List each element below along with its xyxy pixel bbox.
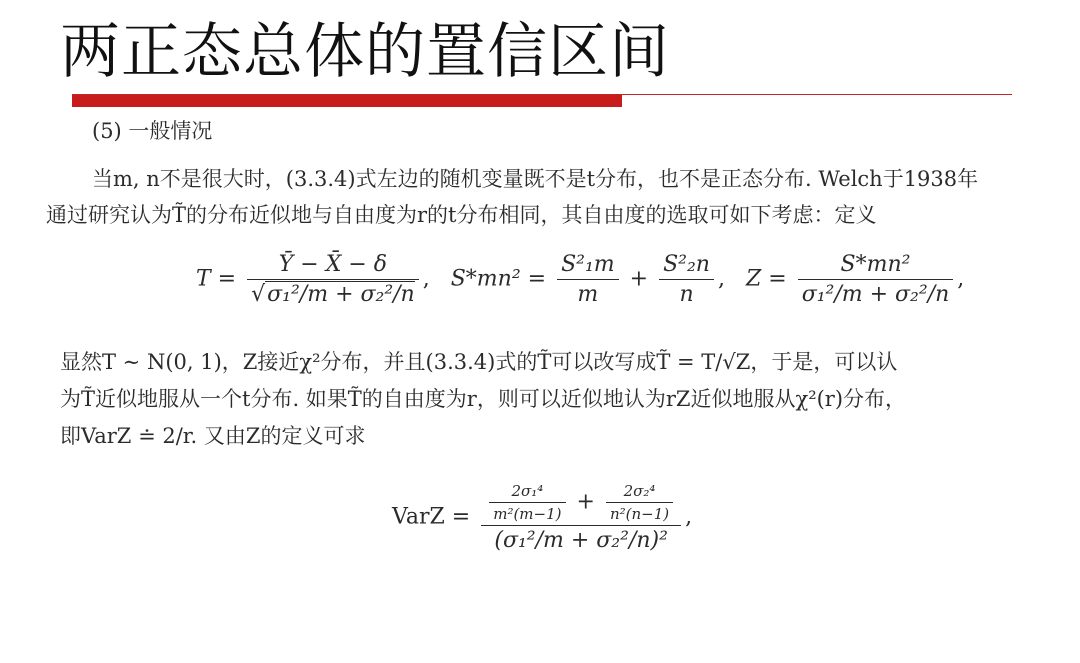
inner1-denominator: m²(m−1): [489, 502, 565, 523]
formula-var-z: VarZ = $\frac{\text{2σ₁⁴}}{\text{m²(m−1)}}$ + $\frac{\text{2σ₂⁴}}{\text{n²(n−1)}}$ (σ₁²/m + σ₂²/n)² ,: [392, 482, 693, 553]
var-z-lhs: VarZ =: [392, 504, 471, 530]
s-fraction-2: [659, 252, 714, 307]
paragraph-1-line-2: 通过研究认为T̃的分布近似地与自由度为r的t分布相同，其自由度的选取可如下考虑：定义: [46, 203, 877, 227]
slide-title: 两正态总体的置信区间: [60, 17, 670, 87]
title-underline-bar: [72, 95, 622, 107]
t-lhs: T =: [196, 266, 237, 292]
formula-definitions: T = $\frac{Ȳ - X̄ - \delta}{\text{√σ₁²/m + σ₂²/n}}$ , S*mn² = $\frac{\text{S²₁m}}{m}$ + $\frac{\text{S²₂n}}{n}$ , Z = $\frac{\text{S*mn²}}{\text{σ₁²/m + σ₂²/n}}$ ,: [196, 252, 965, 307]
paragraph-2-line-2: 为T̃近似地服从一个t分布. 如果T̃的自由度为r，则可以近似地认为rZ近似地服从χ²(r)分布，: [60, 387, 907, 411]
s-fraction-1: [557, 252, 619, 307]
inner-plus: +: [576, 489, 595, 515]
inner2-denominator: n²(n−1): [606, 502, 673, 523]
z-fraction: [798, 252, 954, 307]
s-frac1-denominator: m: [557, 279, 619, 307]
z-lhs: Z =: [745, 266, 787, 292]
z-denominator: σ₁²/m + σ₂²/n: [798, 279, 954, 307]
var-z-fraction: [481, 482, 681, 553]
t-denominator: σ₁²/m + σ₂²/n: [267, 282, 415, 307]
paragraph-1-line-1: 当m, n不是很大时，(3.3.4)式左边的随机变量既不是t分布，也不是正态分布. Welch于1938年: [92, 167, 979, 191]
s-frac2-denominator: n: [659, 279, 714, 307]
z-numerator: S*mn²: [840, 252, 911, 277]
s-frac1-numerator: S²₁m: [561, 252, 615, 277]
inner1-numerator: 2σ₁⁴: [511, 482, 544, 500]
section-heading: (5) 一般情况: [92, 119, 213, 143]
inner-fraction-1: [489, 482, 565, 523]
paragraph-2-line-1: 显然T ∼ N(0, 1)，Z接近χ²分布，并且(3.3.4)式的T̃可以改写成T̃ = T/√Z，于是，可以认: [60, 350, 898, 374]
s-lhs: S*mn² =: [450, 266, 547, 292]
inner2-numerator: 2σ₂⁴: [623, 482, 656, 500]
var-z-denominator: (σ₁²/m + σ₂²/n)²: [481, 525, 681, 553]
t-numerator: Ȳ − X̄ − δ: [278, 252, 388, 277]
inner-fraction-2: [606, 482, 673, 523]
paragraph-2-line-3: 即VarZ ≐ 2/r. 又由Z的定义可求: [60, 424, 366, 448]
t-fraction: $\frac{Ȳ - X̄ - \delta}{\text{√σ₁²/m + σ₂²/n}}$: [247, 252, 419, 307]
s-plus: +: [629, 266, 649, 292]
s-frac2-numerator: S²₂n: [663, 252, 710, 277]
